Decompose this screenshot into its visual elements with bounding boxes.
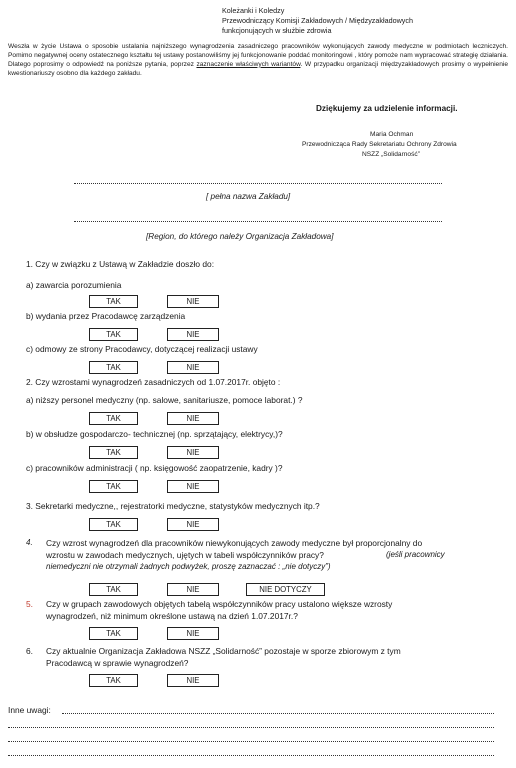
question-1b: b) wydania przez Pracodawcę zarządzenia: [26, 311, 186, 321]
q5-tak-box[interactable]: TAK: [89, 627, 138, 640]
intro-underlined: zaznaczenie właściwych wariantów: [196, 60, 301, 68]
question-2c: c) pracowników administracji ( np. księgowość zaopatrzenie, kadry )?: [26, 463, 283, 473]
question-4-line-2: wzrostu w zawodach medycznych, ujętych w tabeli współczynników pracy?: [46, 550, 324, 560]
question-2b: b) w obsłudze gospodarczo- technicznej (np. sprzątający, elektrycy,)?: [26, 429, 283, 439]
q1c-tak-box[interactable]: TAK: [89, 361, 138, 374]
q4-nie-box[interactable]: NIE: [167, 583, 219, 596]
q2c-tak-box[interactable]: TAK: [89, 480, 138, 493]
remarks-line-1[interactable]: [62, 713, 494, 714]
addressee-line-1: Koleżanki i Koledzy: [222, 6, 285, 15]
thanks-line: Dziękujemy za udzielenie informacji.: [316, 104, 458, 113]
q1a-tak-box[interactable]: TAK: [89, 295, 138, 308]
question-6-line-1: Czy aktualnie Organizacja Zakładowa NSZZ „Solidarność” pozostaje w sporze zbiorowym z tym: [46, 646, 401, 656]
establishment-name-line[interactable]: [74, 183, 442, 184]
question-4-line-1: Czy wzrost wynagrodzeń dla pracowników niewykonujących zawody medyczne był proporcjonalny do: [46, 538, 423, 548]
question-6-number: 6.: [26, 646, 33, 656]
q2b-tak-box[interactable]: TAK: [89, 446, 138, 459]
region-line[interactable]: [74, 221, 442, 222]
q4-tak-box[interactable]: TAK: [89, 583, 138, 596]
region-label: [Region, do którego należy Organizacja Zakładowa]: [146, 232, 334, 241]
q1a-nie-box[interactable]: NIE: [167, 295, 219, 308]
question-2a: a) niższy personel medyczny (np. salowe, sanitariusze, pomoce laborat.) ?: [26, 395, 303, 405]
question-3: 3. Sekretarki medyczne,, rejestratorki medyczne, statystyków medycznych itp.?: [26, 501, 320, 511]
q3-tak-box[interactable]: TAK: [89, 518, 138, 531]
question-5-number: 5.: [26, 599, 33, 609]
intro-paragraph: [8, 43, 508, 79]
question-4-note-start: (jeśli pracownicy: [386, 550, 445, 559]
question-5-line-2: wynagrodzeń, niż minimum określone ustawą na dzień 1.07.2017r.?: [46, 611, 298, 621]
q3-nie-box[interactable]: NIE: [167, 518, 219, 531]
remarks-line-3[interactable]: [8, 741, 494, 742]
q6-tak-box[interactable]: TAK: [89, 674, 138, 687]
intro-text-2: . W przypadku organizacji międzyzakładowych prosimy o wypełnienie kwestionariuszy osobno dla każdego zakładu.: [8, 60, 509, 77]
q1b-tak-box[interactable]: TAK: [89, 328, 138, 341]
question-4-note: niemedyczni nie otrzymali żadnych podwyżek, proszę zaznaczać : „nie dotyczy”): [46, 562, 331, 571]
addressee-line-3: funkcjonujących w służbie zdrowia: [222, 26, 332, 35]
establishment-name-label: [ pełna nazwa Zakładu]: [206, 192, 291, 201]
q2a-nie-box[interactable]: NIE: [167, 412, 219, 425]
question-4-number: 4.: [26, 538, 33, 547]
remarks-line-4[interactable]: [8, 755, 494, 756]
q4-nie-dotyczy-box[interactable]: NIE DOTYCZY: [246, 583, 325, 596]
question-1: 1. Czy w związku z Ustawą w Zakładzie doszło do:: [26, 259, 215, 269]
q1c-nie-box[interactable]: NIE: [167, 361, 219, 374]
question-2: 2. Czy wzrostami wynagrodzeń zasadniczych od 1.07.2017r. objęto :: [26, 377, 281, 387]
question-5-line-1: Czy w grupach zawodowych objętych tabelą współczynników pracy ustalono większe wzrosty: [46, 599, 393, 609]
q6-nie-box[interactable]: NIE: [167, 674, 219, 687]
intro-text-1: Weszła w życie Ustawa o sposobie ustalania najniższego wynagrodzenia zasadniczego pracowników wykonujących zawody medyczne w podmiotach leczniczych. Pomimo negatywnej oceny ostatecznego kształtu tej ustawy postanowiliśmy jej funkcjonowanie poddać monitoringowi , który pomoże nam wypracować strategię działania. Dlatego poprosimy o odpowiedź na poniższe pytania, poprzez: [8, 43, 508, 68]
q2b-nie-box[interactable]: NIE: [167, 446, 219, 459]
remarks-label: Inne uwagi:: [8, 705, 51, 715]
signature-org: NSZZ „Solidarność”: [362, 151, 420, 158]
q2c-nie-box[interactable]: NIE: [167, 480, 219, 493]
signature-title: Przewodnicząca Rady Sekretariatu Ochrony Zdrowia: [302, 141, 457, 148]
q1b-nie-box[interactable]: NIE: [167, 328, 219, 341]
remarks-line-2[interactable]: [8, 727, 494, 728]
q5-nie-box[interactable]: NIE: [167, 627, 219, 640]
question-6-line-2: Pracodawcą w sprawie wynagrodzeń?: [46, 658, 189, 668]
q2a-tak-box[interactable]: TAK: [89, 412, 138, 425]
signature-name: Maria Ochman: [370, 131, 414, 138]
addressee-line-2: Przewodniczący Komisji Zakładowych / Międzyzakładowych: [222, 16, 413, 25]
question-1a: a) zawarcia porozumienia: [26, 280, 122, 290]
question-1c: c) odmowy ze strony Pracodawcy, dotyczącej realizacji ustawy: [26, 344, 258, 354]
